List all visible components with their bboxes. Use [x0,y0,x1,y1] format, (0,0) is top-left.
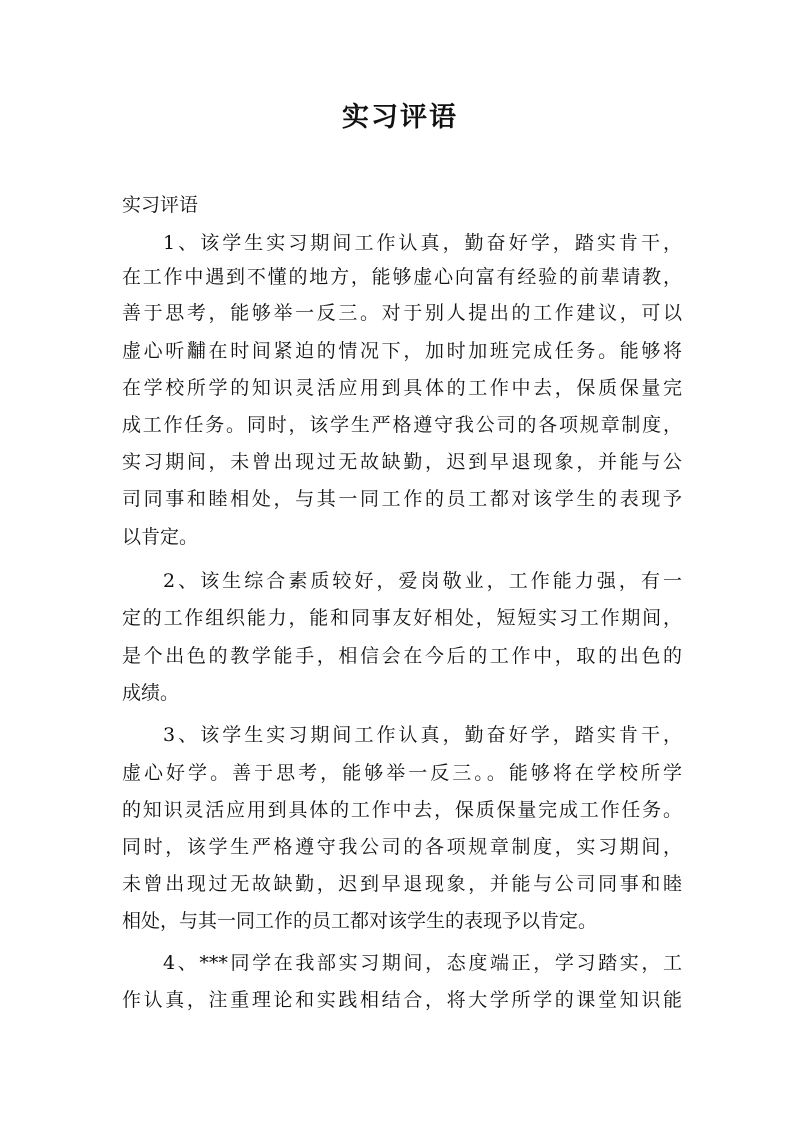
paragraph-line: 在学校所学的知识灵活应用到具体的工作中去，保质保量完 [122,377,682,399]
paragraph-line: 相处，与其一同工作的员工都对该学生的表现予以肯定。 [122,910,598,932]
paragraph-line: 的知识灵活应用到具体的工作中去，保质保量完成工作任务。 [122,799,682,821]
paragraph-line: 司同事和睦相处，与其一同工作的员工都对该学生的表现予 [122,488,682,510]
paragraph-line: 在工作中遇到不懂的地方，能够虚心向富有经验的前辈请教， [122,266,682,288]
document-title: 实习评语 [342,102,458,133]
paragraph-line: 3、该学生实习期间工作认真，勤奋好学，踏实肯干， [163,724,682,746]
paragraph-line: 善于思考，能够举一反三。对于别人提出的工作建议，可以 [122,302,682,324]
paragraph-line: 未曾出现过无故缺勤，迟到早退现象，并能与公司同事和睦 [122,873,682,895]
paragraph-line: 2、该生综合素质较好，爱岗敬业，工作能力强，有一 [163,570,682,592]
paragraph-line: 虚心好学。善于思考，能够举一反三。。能够将在学校所学 [122,762,682,784]
paragraph-line: 同时，该学生严格遵守我公司的各项规章制度，实习期间， [122,836,682,858]
paragraph-line: 4、***同学在我部实习期间，态度端正，学习踏实，工 [163,952,682,974]
paragraph-line: 成绩。 [122,682,180,704]
paragraph-line: 成工作任务。同时，该学生严格遵守我公司的各项规章制度， [122,414,682,436]
paragraph-line: 作认真，注重理论和实践相结合，将大学所学的课堂知识能 [122,989,682,1011]
paragraph-line: 是个出色的教学能手，相信会在今后的工作中，取的出色的 [122,645,682,667]
paragraph-line: 以肯定。 [122,526,199,548]
document-subtitle: 实习评语 [122,194,199,216]
paragraph-line: 虚心听黼在时间紧迫的情况下，加时加班完成任务。能够将 [122,340,682,362]
paragraph-line: 定的工作组织能力，能和同事友好相处，短短实习工作期间， [122,607,682,629]
paragraph-line: 1、该学生实习期间工作认真，勤奋好学，踏实肯干， [163,232,682,254]
paragraph-line: 实习期间，未曾出现过无故缺勤，迟到早退现象，并能与公 [122,451,682,473]
